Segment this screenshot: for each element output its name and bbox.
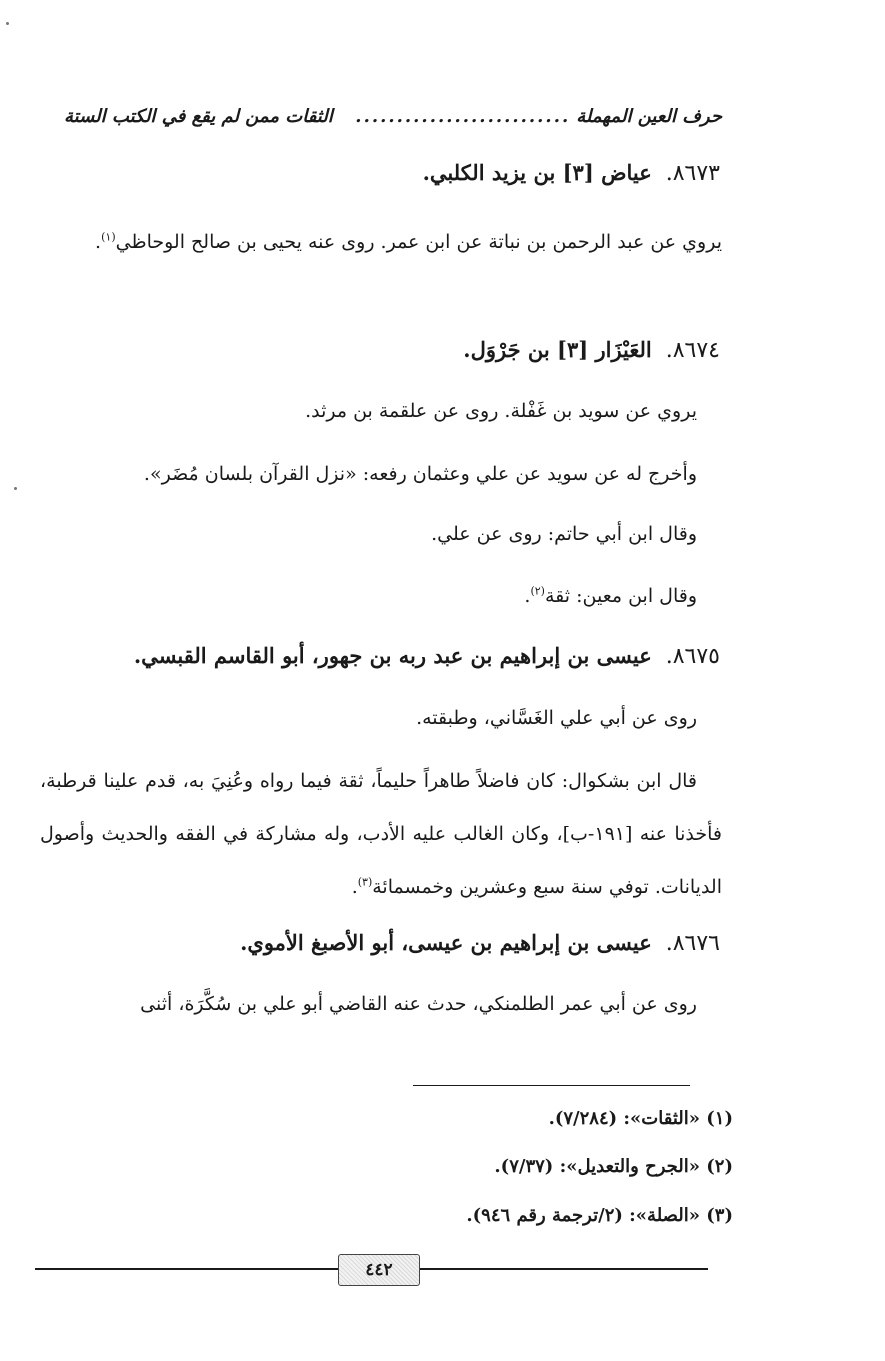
page-number: ٤٤٢ <box>338 1254 420 1286</box>
footnote-ref: (٢) <box>530 584 545 598</box>
entry-number: ٨٦٧٤. <box>665 338 720 363</box>
entry-heading <box>423 160 720 186</box>
running-head-book: الثقات ممن لم يقع في الكتب الستة <box>64 105 333 127</box>
entry-number: ٨٦٧٣. <box>665 161 720 186</box>
entry-heading <box>463 337 720 363</box>
entry-paragraph: يروي عن عبد الرحمن بن نباتة عن ابن عمر. روى عنه يحيى بن صالح الوحاظي$^{(١)}$. <box>95 230 722 253</box>
scan-speck <box>6 22 9 25</box>
entry-title: عيسى بن إبراهيم بن عيسى، أبو الأصبغ الأموي. <box>240 930 652 955</box>
entry-title: عيسى بن إبراهيم بن عبد ربه بن جهور، أبو القاسم القبسي. <box>133 643 652 668</box>
entry-heading <box>134 643 720 669</box>
entry-paragraph: روى عن أبي عمر الطلمنكي، حدث عنه القاضي أبو علي بن سُكَّرَة، أثنى <box>140 993 697 1015</box>
entry-paragraph: وأخرج له عن سويد عن علي وعثمان رفعه: «نزل القرآن بلسان مُضَر». <box>143 463 697 485</box>
running-head-dots: .......................... <box>355 105 571 127</box>
footnote: (٣) «الصلة»: (٢/ترجمة رقم ٩٤٦). <box>466 1205 733 1226</box>
entry-paragraph: وقال ابن معين: ثقة$^{(٢)}$. <box>524 584 697 607</box>
footnote-ref: (٣) <box>357 875 373 889</box>
entry-paragraph: روى عن أبي علي الغَسَّاني، وطبقته. <box>416 707 697 729</box>
bottom-rule-left <box>35 1268 338 1270</box>
entry-paragraph: وقال ابن أبي حاتم: روى عن علي. <box>431 523 697 545</box>
entry-paragraph: قال ابن بشكوال: كان فاضلاً طاهراً حليماً، ثقة فيما رواه وعُنِيَ به، قدم علينا قرطبة، فأخذنا عنه [١٩١-ب]، وكان الغالب عليه الأدب، وله مشاركة في الفقه والحديث وأصول الديانات. توفي سنة سبع وعشرين وخمسمائة$^{(٣)}$. <box>40 770 723 898</box>
entry-title: عياض [٣] بن يزيد الكلبي. <box>422 160 652 185</box>
entry-heading <box>240 930 720 956</box>
entry-title: العَيْزَار [٣] بن جَرْوَل. <box>463 337 652 362</box>
footnote-separator <box>413 1085 690 1086</box>
footnote-ref: (١) <box>101 230 116 244</box>
running-head-chapter: حرف العين المهملة <box>576 105 722 127</box>
entry-paragraph: يروي عن سويد بن غَفْلة. روى عن علقمة بن مرثد. <box>305 400 697 422</box>
entry-number: ٨٦٧٥. <box>665 644 720 669</box>
bottom-rule-right <box>418 1268 708 1270</box>
scan-speck <box>14 487 17 490</box>
footnote: (٢) «الجرح والتعديل»: (٧/٣٧). <box>494 1156 733 1177</box>
entry-number: ٨٦٧٦. <box>665 931 720 956</box>
footnote: (١) «الثقات»: (٧/٢٨٤). <box>548 1108 733 1129</box>
running-head <box>64 100 722 132</box>
